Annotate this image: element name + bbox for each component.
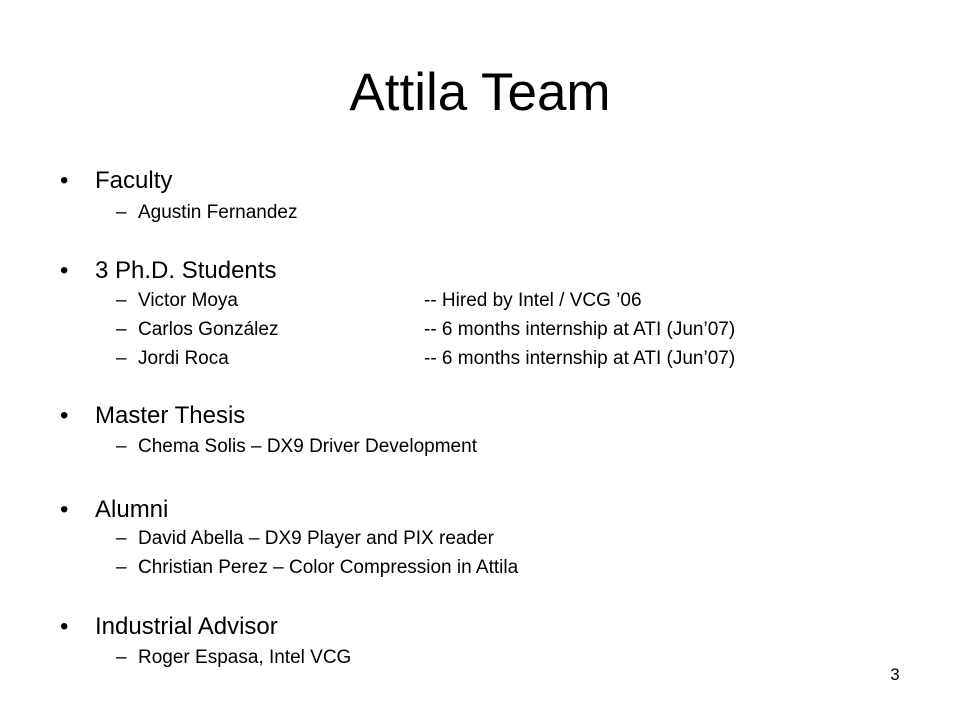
section-heading-label: Alumni [95, 496, 169, 523]
bullet-icon: • [60, 167, 69, 194]
dash-icon: – [116, 319, 127, 340]
bullet-icon: • [60, 402, 69, 429]
dash-icon: – [116, 202, 127, 223]
student-name: Carlos González [138, 319, 279, 340]
dash-icon: – [116, 348, 127, 369]
dash-icon: – [116, 290, 127, 311]
bullet-icon: • [60, 613, 69, 640]
student-name: Jordi Roca [138, 348, 229, 369]
dash-icon: – [116, 528, 127, 549]
bullet-icon: • [60, 496, 69, 523]
dash-icon: – [116, 557, 127, 578]
bullet-icon: • [60, 257, 69, 284]
section-heading-label: 3 Ph.D. Students [95, 257, 277, 284]
list-item-text: Christian Perez – Color Compression in Attila [138, 557, 519, 578]
list-item-text: Agustin Fernandez [138, 202, 298, 223]
list-item-text: David Abella – DX9 Player and PIX reader [138, 528, 494, 549]
slide-title: Attila Team [349, 63, 611, 122]
student-note: -- 6 months internship at ATI (Jun’07) [424, 319, 736, 340]
page-number: 3 [890, 665, 900, 684]
student-note: -- 6 months internship at ATI (Jun’07) [424, 348, 736, 369]
dash-icon: – [116, 436, 127, 457]
section-heading-label: Master Thesis [95, 402, 246, 429]
student-name: Victor Moya [138, 290, 238, 311]
student-note: -- Hired by Intel / VCG ’06 [424, 290, 642, 311]
section-heading-label: Faculty [95, 167, 173, 194]
section-heading-label: Industrial Advisor [95, 613, 278, 640]
list-item-text: Roger Espasa, Intel VCG [138, 647, 352, 668]
list-item-text: Chema Solis – DX9 Driver Development [138, 436, 477, 457]
dash-icon: – [116, 647, 127, 668]
